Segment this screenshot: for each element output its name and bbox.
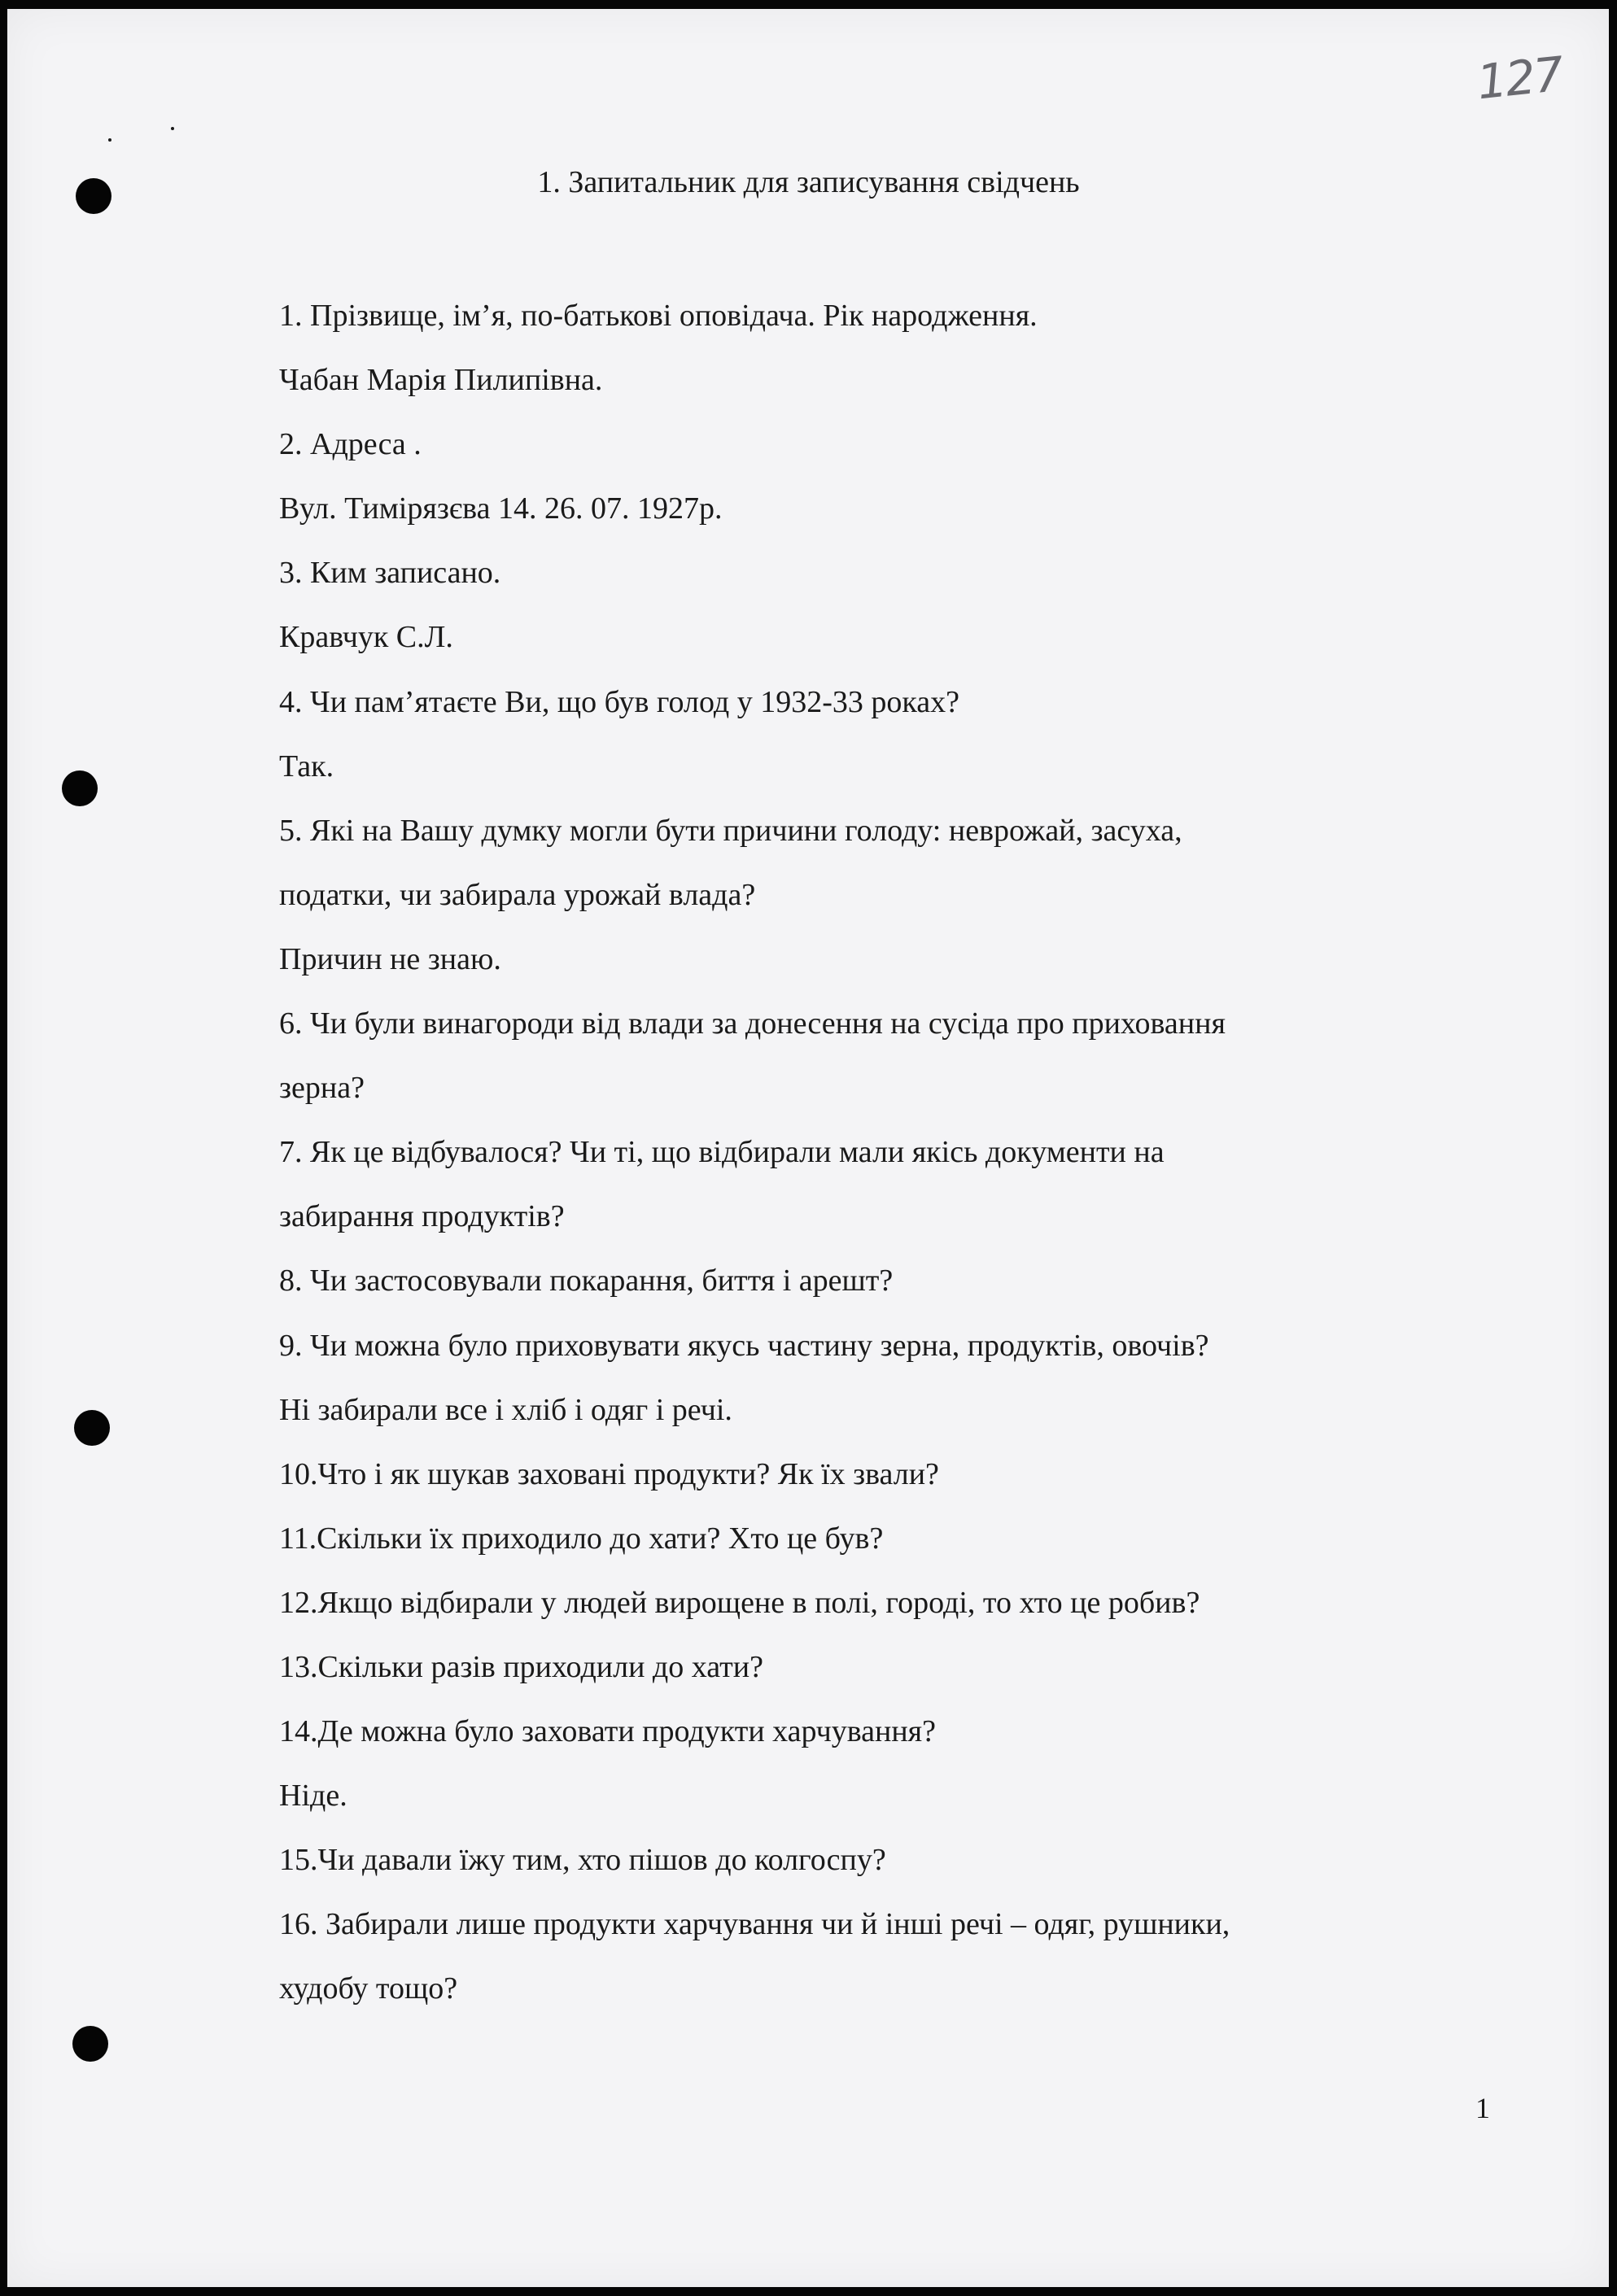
paper-speck — [108, 138, 111, 142]
question-line-continued: забирання продуктів? — [279, 1199, 565, 1234]
punch-hole-4 — [72, 2026, 108, 2062]
question-line: 1. Прізвище, ім’я, по-батькові оповідача. Рік народження. — [279, 299, 1038, 333]
answer-line: Ніде. — [279, 1779, 347, 1814]
question-line: 4. Чи пам’ятаєте Ви, що був голод у 1932-33 роках? — [279, 684, 960, 719]
question-line: 8. Чи застосовували покарання, биття і арешт? — [279, 1264, 894, 1299]
question-line: 12.Якщо відбирали у людей вирощене в полі, городі, то хто це робив? — [279, 1585, 1200, 1620]
question-line: 14.Де можна було заховати продукти харчування? — [279, 1714, 937, 1749]
question-line-continued: податки, чи забирала урожай влада? — [279, 877, 756, 912]
question-line: 7. Як це відбувалося? Чи ті, що відбирали мали якісь документи на — [279, 1135, 1165, 1170]
question-line-continued: худобу тощо? — [279, 1971, 458, 2006]
paper-speck — [171, 127, 174, 130]
question-line: 2. Адреса . — [279, 427, 422, 462]
question-line-continued: зерна? — [279, 1071, 365, 1106]
question-line: 11.Скільки їх приходило до хати? Хто це був? — [279, 1521, 884, 1556]
question-line: 15.Чи давали їжу тим, хто пішов до колгоспу? — [279, 1843, 886, 1878]
question-line: 5. Які на Вашу думку могли бути причини голоду: неврожай, засуха, — [279, 813, 1182, 848]
question-line: 16. Забирали лише продукти харчування чи й інші речі – одяг, рушники, — [279, 1907, 1230, 1942]
answer-line: Причин не знаю. — [279, 941, 501, 976]
answer-line: Вул. Тимірязєва 14. 26. 07. 1927р. — [279, 491, 723, 526]
archive-number: 127 — [1474, 46, 1565, 111]
document-title: 1. Запитальник для записування свідчень — [537, 165, 1080, 199]
question-line: 10.Что і як шукав заховані продукти? Як їх звали? — [279, 1456, 939, 1491]
answer-line: Так. — [279, 749, 334, 784]
answer-line: Ні забирали все і хліб і одяг і речі. — [279, 1392, 732, 1427]
punch-hole-2 — [62, 770, 98, 806]
questionnaire-lines — [279, 293, 1459, 2031]
punch-hole-3 — [74, 1410, 110, 1446]
question-line: 3. Ким записано. — [279, 556, 501, 591]
page-number: 1 — [1475, 2092, 1490, 2124]
question-line: 6. Чи були винагороди від влади за донесення на сусіда про приховання — [279, 1006, 1226, 1041]
question-line: 13.Скільки разів приходили до хати? — [279, 1649, 763, 1684]
question-line: 9. Чи можна було приховувати якусь частину зерна, продуктів, овочів? — [279, 1328, 1209, 1363]
answer-line: Кравчук С.Л. — [279, 620, 453, 655]
answer-line: Чабан Марія Пилипівна. — [279, 363, 603, 398]
